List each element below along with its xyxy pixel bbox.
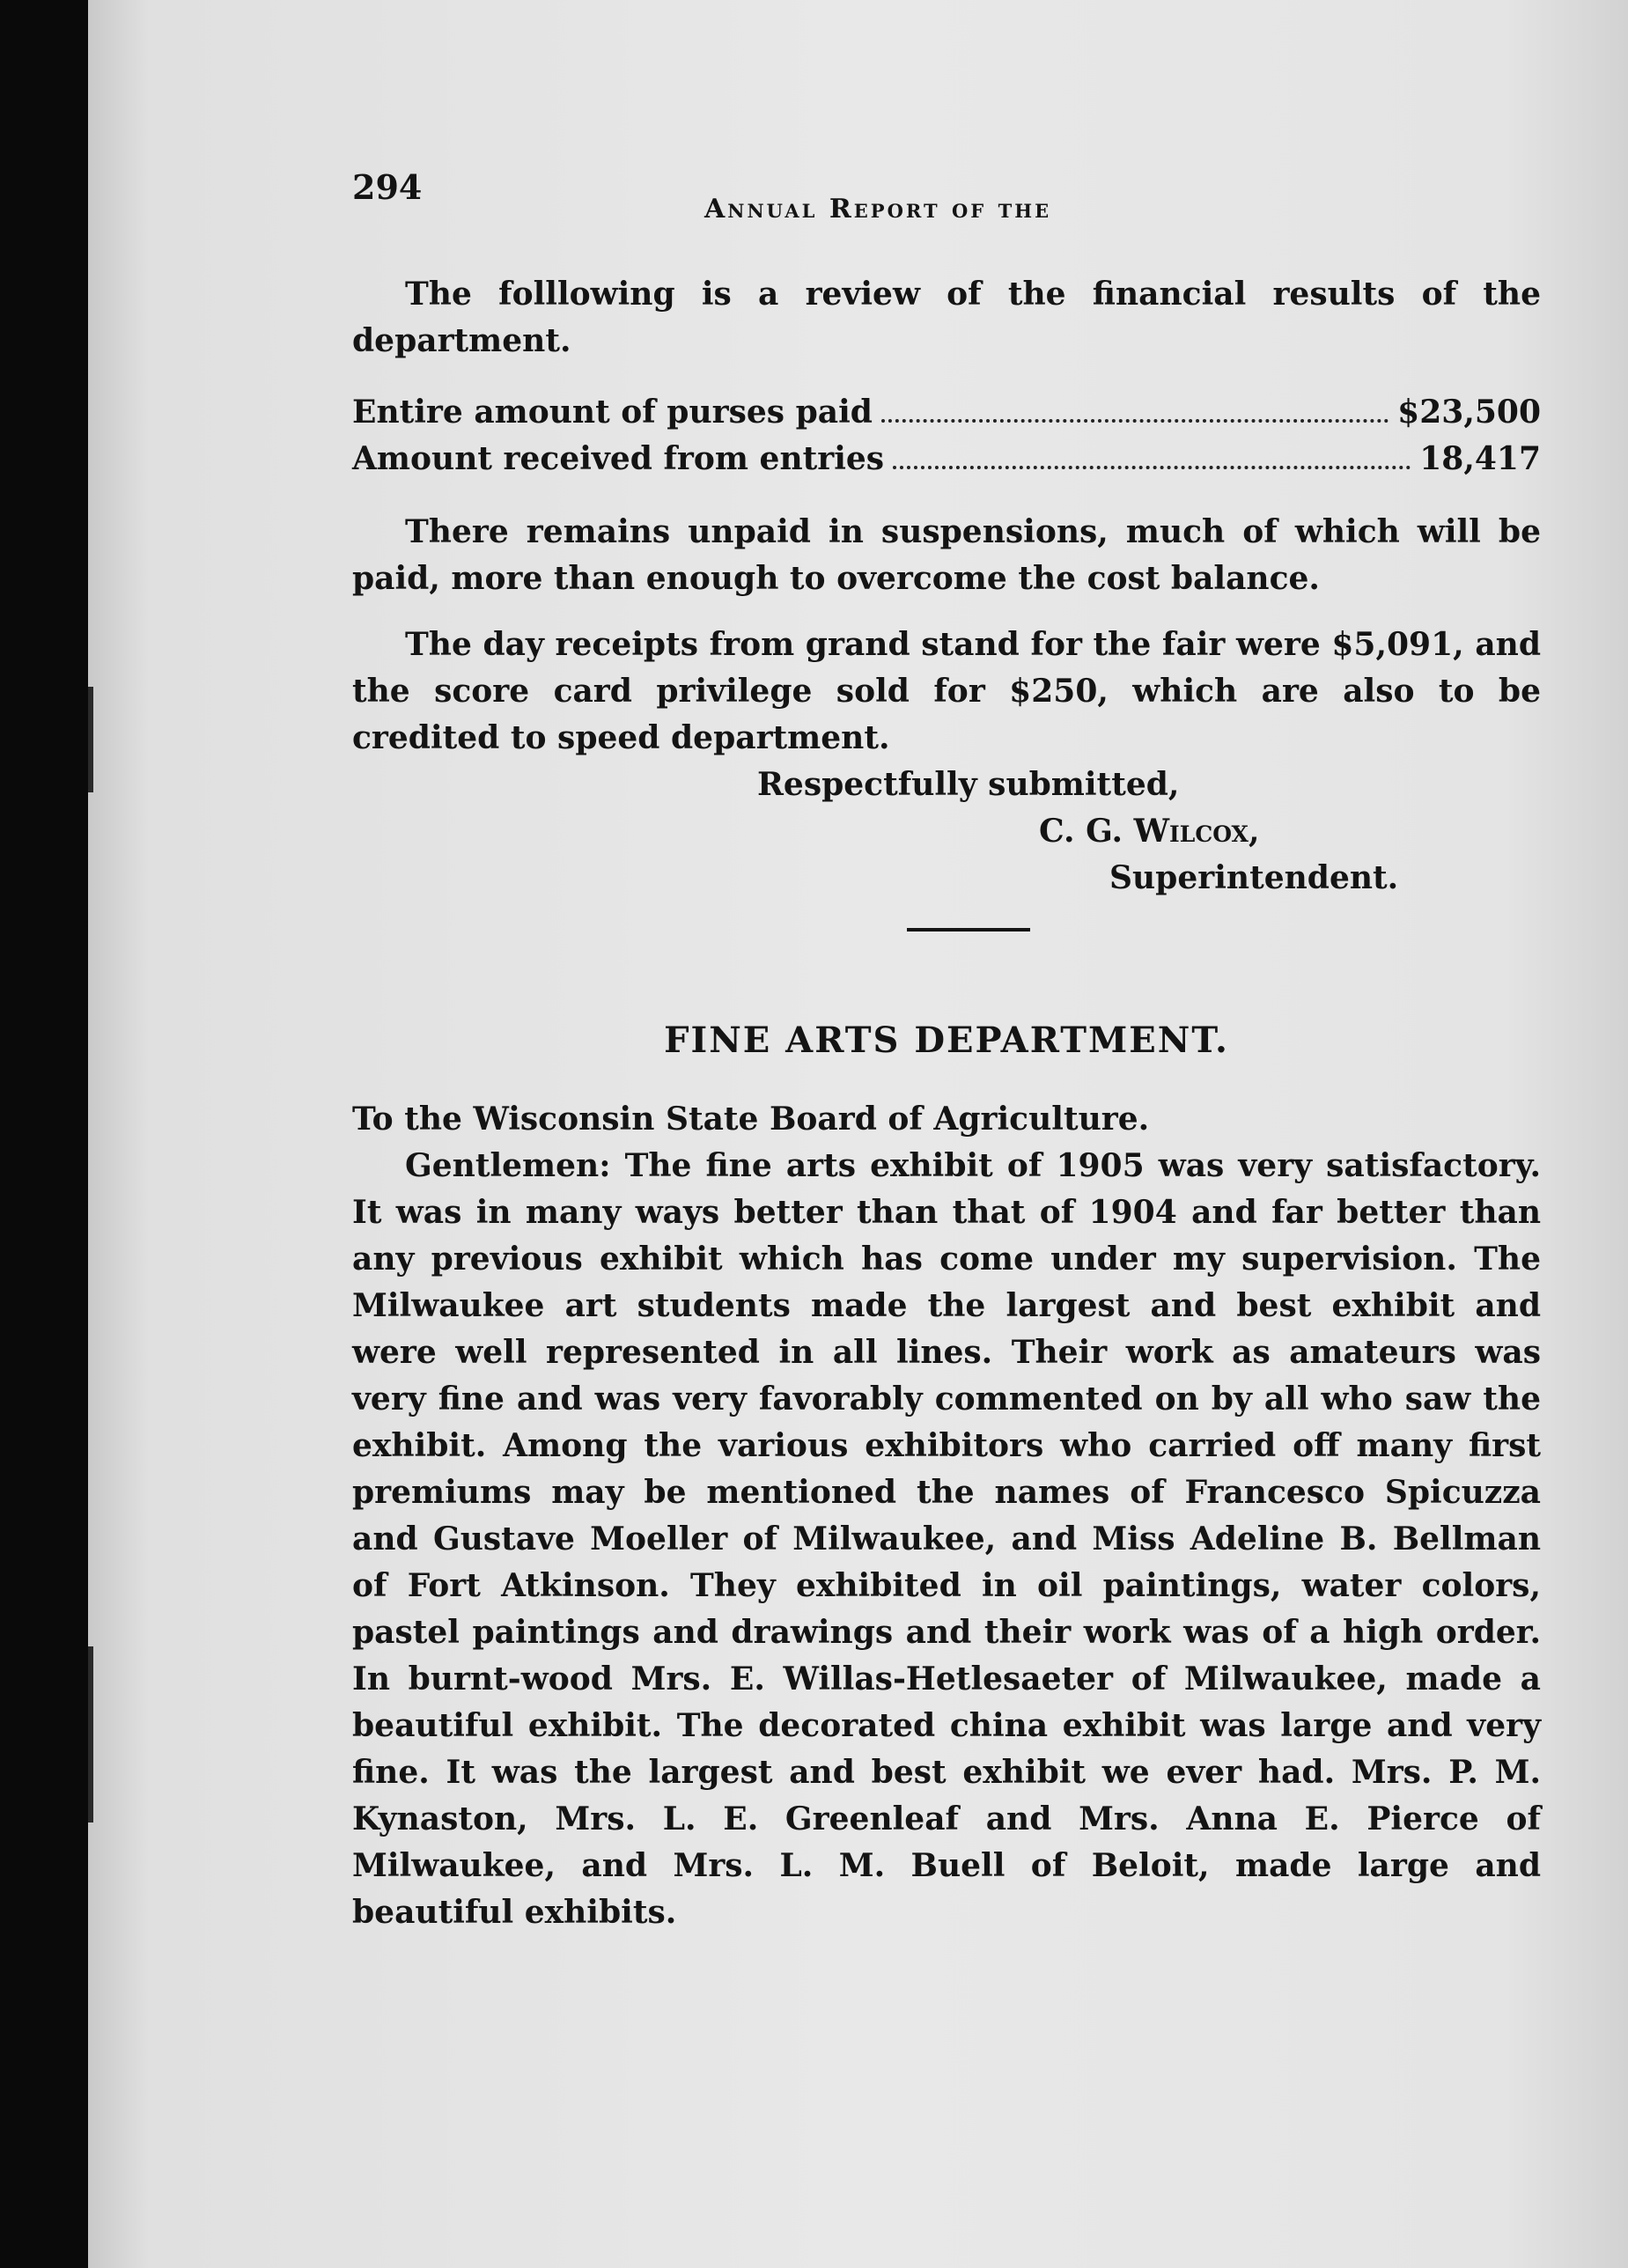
page-content	[352, 132, 1541, 1936]
financial-row	[352, 389, 1541, 436]
intro-paragraph: The folllowing is a review of the financial results of the department.	[352, 276, 1541, 359]
binding-shadow	[88, 1646, 93, 1822]
signatory-title: Superintendent.	[1109, 859, 1399, 896]
running-head: Annual Report of the	[704, 194, 1052, 225]
financial-label: Amount received from entries	[352, 440, 885, 477]
section-divider	[907, 928, 1030, 932]
financial-value: $23,500	[1397, 394, 1541, 431]
financial-summary	[352, 389, 1541, 482]
closing-line: Respectfully submitted,	[757, 766, 1180, 803]
paragraph-receipts: The day receipts from grand stand for the fair were $5,091, and the score card privilege sold for $250, which are also to be credited to speed department.	[352, 626, 1541, 756]
signature-block	[352, 762, 1541, 902]
section-body: Gentlemen: The fine arts exhibit of 1905 was very satisfactory. It was in many ways better than that of 1904 and far better than any previous exhibit which has come under my supervision. The Milwaukee art students made the largest and best exhibit and were well represented in all lines. Their work as amateurs was very fine and was very favorably commented on by all who saw the exhibit. Among the various exhibitors who carried off many first premiums may be mentioned the names of Francesco Spicuzza and Gustave Moeller of Milwaukee, and Miss Adeline B. Bellman of Fort Atkinson. They exhibited in oil paintings, water colors, pastel paintings and drawings and their work was of a high order. In burnt-wood Mrs. E. Willas-Hetlesaeter of Milwaukee, made a beautiful exhibit. The decorated china exhibit was large and very fine. It was the largest and best exhibit we ever had. Mrs. P. M. Kynaston, Mrs. L. E. Greenleaf and Mrs. Anna E. Pierce of Milwaukee, and Mrs. L. M. Buell of Beloit, made large and beautiful exhibits.	[352, 1147, 1541, 1931]
dot-leader	[881, 419, 1389, 423]
dot-leader	[893, 466, 1411, 469]
book-page	[88, 0, 1628, 2268]
page-number: 294	[352, 167, 423, 207]
paragraph-unpaid: There remains unpaid in suspensions, much of which will be paid, more than enough to overcome the cost balance.	[352, 513, 1541, 597]
salutation: To the Wisconsin State Board of Agriculture.	[352, 1101, 1150, 1138]
page-header	[352, 132, 1541, 225]
financial-value: 18,417	[1419, 440, 1541, 477]
financial-row	[352, 436, 1541, 482]
financial-label: Entire amount of purses paid	[352, 394, 873, 431]
signatory-name: C. G. Wilcox,	[1039, 813, 1260, 850]
section-title: FINE ARTS DEPARTMENT.	[664, 1020, 1229, 1061]
binding-shadow	[88, 687, 93, 792]
